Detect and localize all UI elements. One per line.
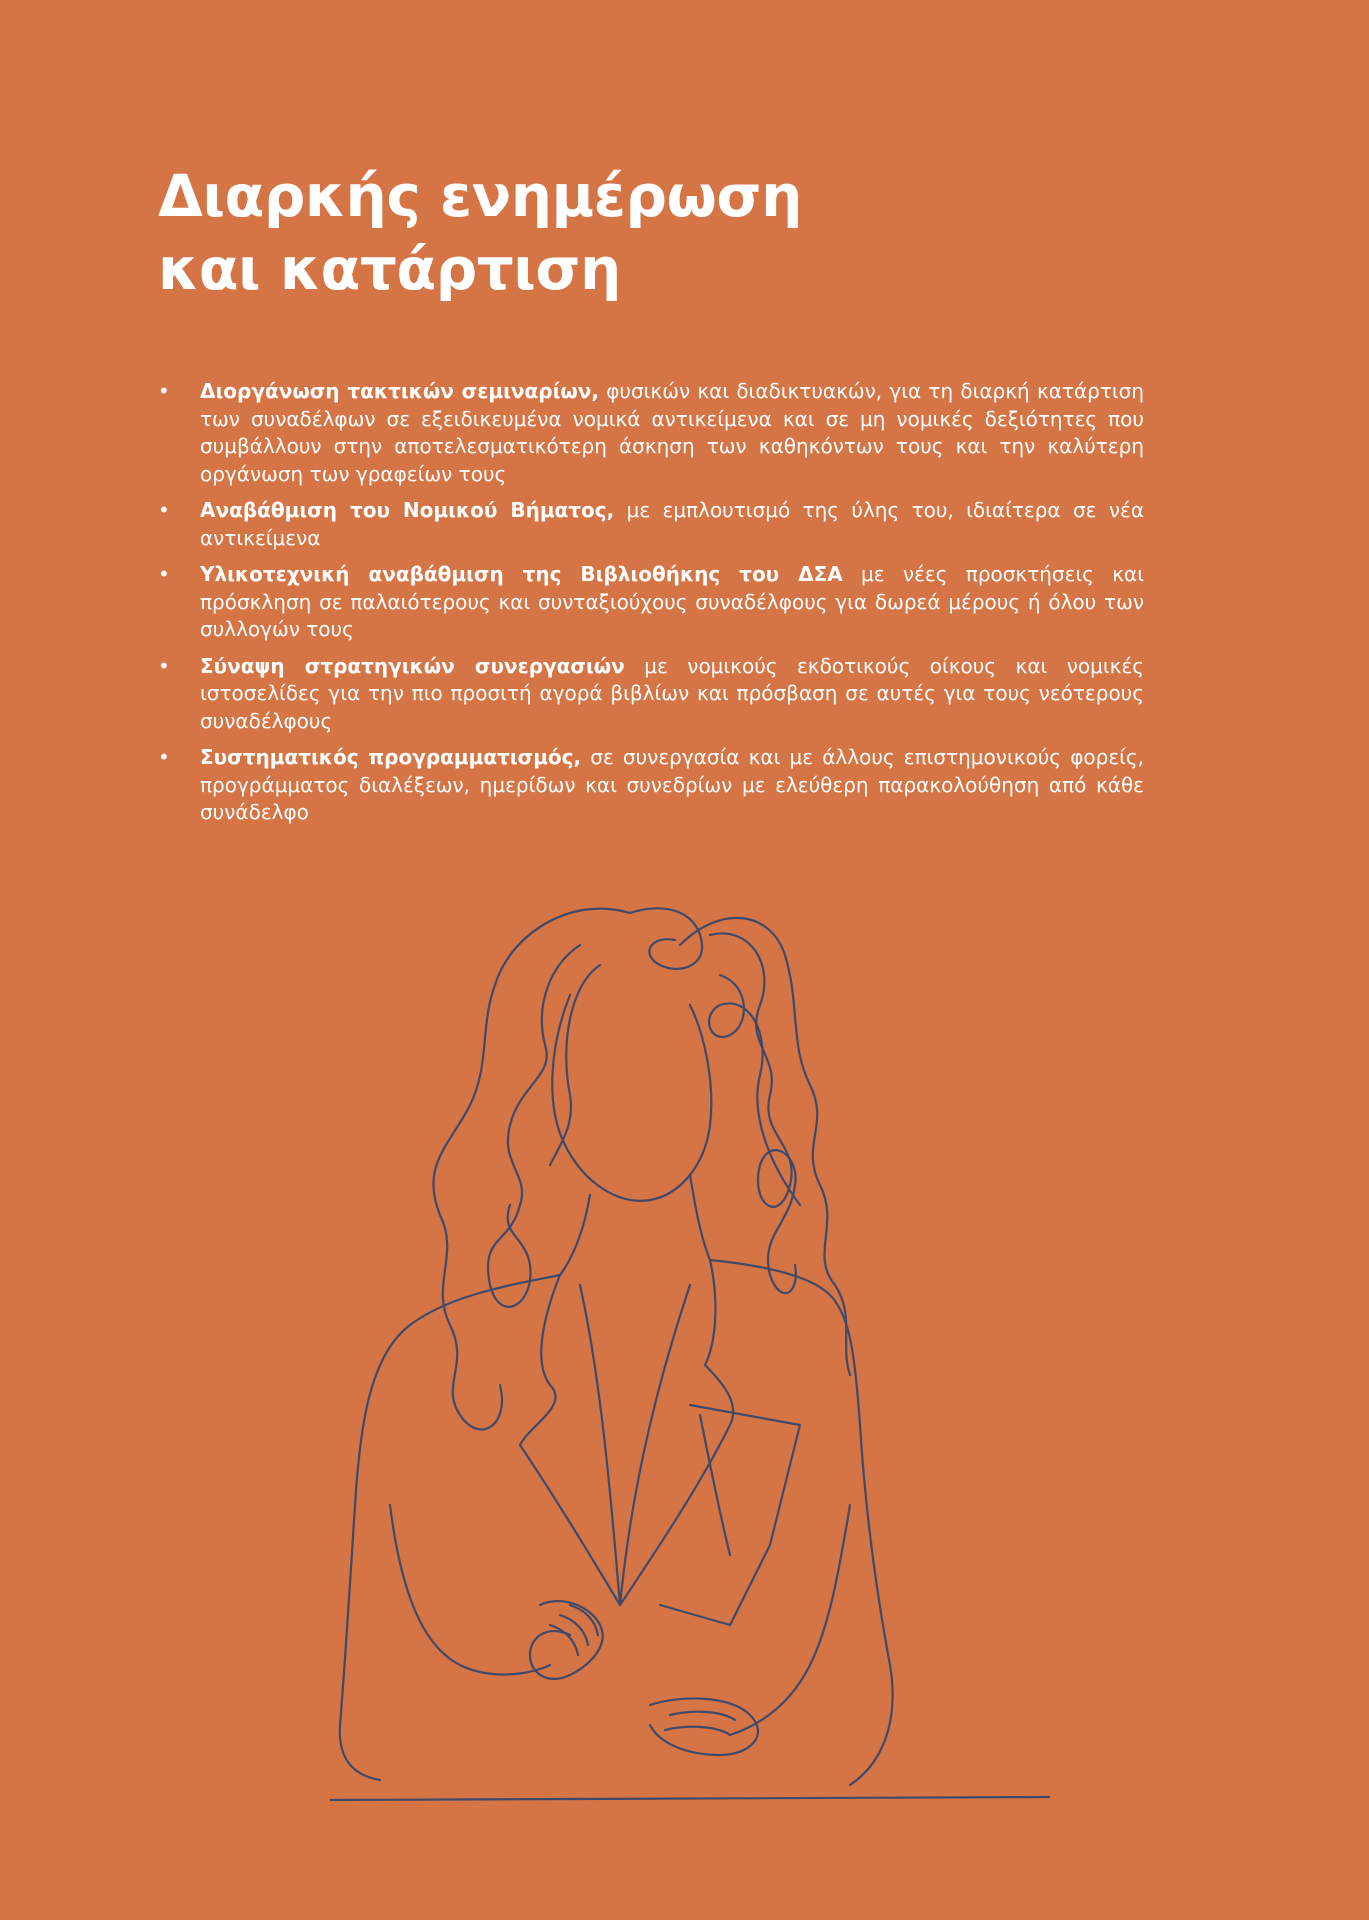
lapel-inner: [580, 1285, 690, 1605]
bullet-item-nomiko-vima: [158, 497, 1144, 552]
title-line-2: και κατάρτιση: [158, 235, 621, 303]
hand-fingers-right: [665, 1712, 735, 1735]
hair-inner-left: [550, 965, 600, 1165]
woman-line-drawing-icon: [330, 905, 1050, 1825]
bullet-text: με νέες προσκτήσεις και πρόσκληση σε παλαιότερους και συνταξιούχους συναδέλφους για δωρεά μέρους ή όλου των συλλογών τους: [200, 562, 1144, 641]
title-line-1: Διαρκής ενημέρωση: [158, 162, 802, 230]
bullet-heading: Διοργάνωση τακτικών σεμιναρίων,: [200, 379, 599, 403]
face-outline: [552, 995, 711, 1201]
neck-right: [690, 1175, 710, 1260]
jacket-left-shoulder: [340, 1275, 560, 1780]
hair-strand-right: [709, 975, 800, 1205]
arm-left: [390, 1505, 550, 1674]
page-title: [158, 160, 1058, 306]
bullet-marker: •: [158, 498, 170, 522]
bullet-item-library: [158, 561, 1144, 644]
bullet-list: [158, 378, 1144, 836]
bullet-marker: •: [158, 379, 170, 403]
desk-line: [330, 1797, 1050, 1800]
bullet-text: σε συνεργασία και με άλλους επιστημονικούς φορείς, προγράμματος διαλέξεων, ημερίδων και συνεδρίων με ελεύθερη παρακολούθηση από κάθε συνάδελφο: [200, 745, 1144, 824]
bullet-heading: Αναβάθμιση του Νομικού Βήματος,: [200, 498, 615, 522]
folder: [660, 1405, 800, 1625]
bullet-text: με νομικούς εκδοτικούς οίκους και νομικές ιστοσελίδες για την πιο προσιτή αγορά βιβλίων και πρόσβαση σε αυτές για τους νεότερους συναδέλφους: [200, 653, 1144, 733]
bullet-heading: Συστηματικός προγραμματισμός,: [200, 745, 582, 769]
hair-right-loops: [710, 933, 796, 1293]
bullet-marker: •: [158, 653, 170, 678]
bullet-heading: Υλικοτεχνική αναβάθμιση της Βιβλιοθήκης του ΔΣΑ: [200, 562, 843, 586]
bullet-heading: Σύναψη στρατηγικών συνεργασιών: [200, 653, 625, 678]
neck: [560, 1195, 590, 1275]
bullet-text: με εμπλουτισμό της ύλης του, ιδιαίτερα σε νέα αντικείμενα: [200, 498, 1145, 550]
hair-top: [630, 908, 702, 969]
hand-left: [530, 1601, 603, 1679]
hair-left-outline: [433, 909, 630, 1430]
bullet-text: φυσικών και διαδικτυακών, για τη διαρκή κατάρτιση των συναδέλφων σε εξειδικευμένα νομικά αντικείμενα και σε μη νομικές δεξιότητες που συμβάλλουν στην αποτελεσματικότερη άσκηση των καθηκόντων τους και την καλύτερη οργάνωση των γραφείων τους: [200, 379, 1144, 486]
hair-left-loops: [488, 945, 580, 1307]
bullet-item-partnerships: [158, 653, 1144, 736]
lapel-right: [620, 1260, 733, 1605]
bullet-item-seminars: [158, 378, 1144, 488]
bullet-item-programming: [158, 744, 1144, 827]
arm-right: [730, 1505, 850, 1735]
bullet-marker: •: [158, 745, 170, 769]
bullet-marker: •: [158, 562, 170, 586]
